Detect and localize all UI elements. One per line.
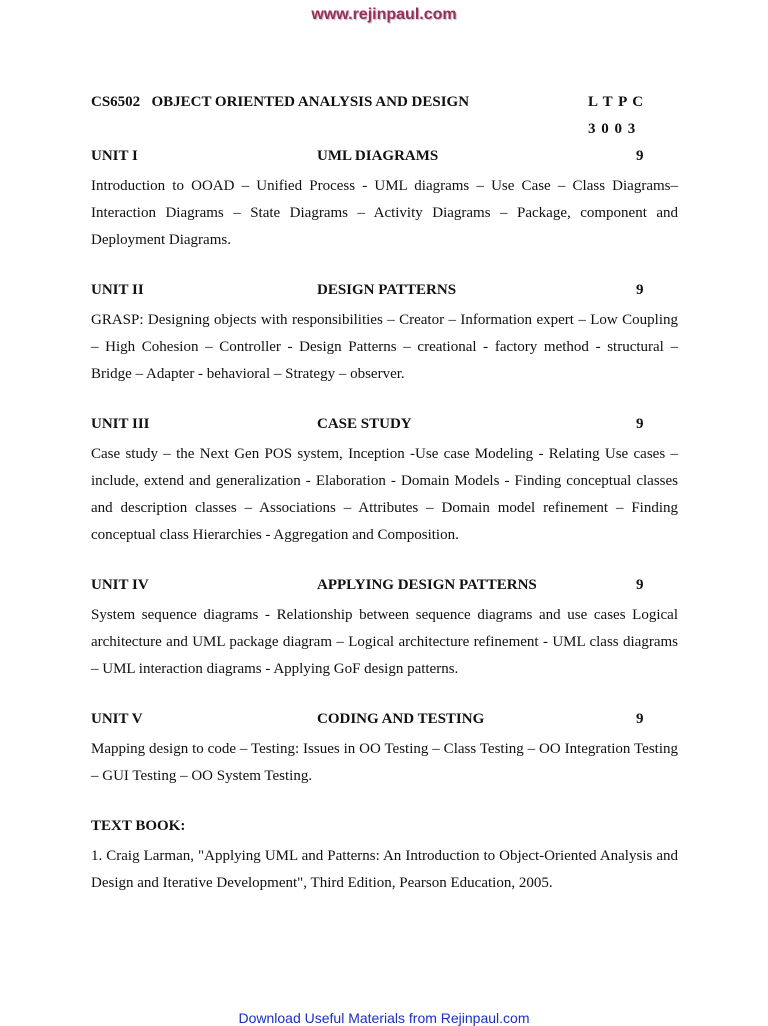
unit-hours: 9	[636, 282, 644, 298]
unit-label: UNIT I	[91, 148, 138, 164]
unit-heading	[91, 414, 678, 441]
unit-title: CODING AND TESTING	[317, 711, 485, 727]
textbook-heading-label: TEXT BOOK:	[91, 818, 186, 834]
unit-heading	[91, 575, 678, 602]
textbook-entry: 1. Craig Larman, "Applying UML and Patterns: An Introduction to Object-Oriented Analysis and Design and Iterative Development", Third Edition, Pearson Education, 2005.	[91, 848, 678, 891]
ltpc-row	[91, 119, 678, 146]
unit-label: UNIT III	[91, 416, 150, 432]
download-materials-link[interactable]: Download Useful Materials from Rejinpaul.com	[238, 1010, 530, 1026]
unit-description: Mapping design to code – Testing: Issues in OO Testing – Class Testing – OO Integration Testing – GUI Testing – OO System Testing.	[91, 741, 678, 784]
unit-description: System sequence diagrams - Relationship between sequence diagrams and use cases Logical architecture and UML package diagram – Logical architecture refinement - UML class diagrams – UML interaction diagrams - Applying GoF design patterns.	[91, 607, 678, 677]
unit-section	[91, 146, 678, 254]
unit-title: CASE STUDY	[317, 416, 412, 432]
unit-heading	[91, 146, 678, 173]
ltpc-label: L T P C	[588, 94, 645, 110]
course-header	[91, 92, 678, 119]
textbook-heading	[91, 816, 678, 843]
unit-section	[91, 414, 678, 549]
unit-hours: 9	[636, 711, 644, 727]
syllabus-content	[91, 92, 678, 897]
unit-label: UNIT II	[91, 282, 144, 298]
textbook-section	[91, 816, 678, 897]
unit-hours: 9	[636, 416, 644, 432]
unit-title: APPLYING DESIGN PATTERNS	[317, 577, 537, 593]
unit-description: GRASP: Designing objects with responsibilities – Creator – Information expert – Low Coupling – High Cohesion – Controller - Design Patterns – creational - factory method - structural – Bridge – Adapter - behavioral – Strategy – observer.	[91, 312, 678, 382]
unit-heading	[91, 280, 678, 307]
unit-heading	[91, 709, 678, 736]
unit-description: Case study – the Next Gen POS system, Inception -Use case Modeling - Relating Use cases – include, extend and generalization - Elaboration - Domain Models - Finding conceptual classes and description classes – Associations – Attributes – Domain model refinement – Finding conceptual class Hierarchies - Aggregation and Composition.	[91, 446, 678, 543]
unit-hours: 9	[636, 148, 644, 164]
site-header-link[interactable]: www.rejinpaul.com	[311, 6, 457, 23]
unit-section	[91, 709, 678, 790]
unit-hours: 9	[636, 577, 644, 593]
unit-title: DESIGN PATTERNS	[317, 282, 457, 298]
unit-section	[91, 280, 678, 388]
course-code-title: CS6502 OBJECT ORIENTED ANALYSIS AND DESIGN	[91, 94, 470, 110]
unit-description: Introduction to OOAD – Unified Process - UML diagrams – Use Case – Class Diagrams– Interaction Diagrams – State Diagrams – Activity Diagrams – Package, component and Deployment Diagrams.	[91, 178, 678, 248]
ltpc-values: 3 0 0 3	[588, 121, 637, 137]
unit-label: UNIT IV	[91, 577, 149, 593]
unit-title: UML DIAGRAMS	[317, 148, 439, 164]
unit-label: UNIT V	[91, 711, 143, 727]
unit-section	[91, 575, 678, 683]
